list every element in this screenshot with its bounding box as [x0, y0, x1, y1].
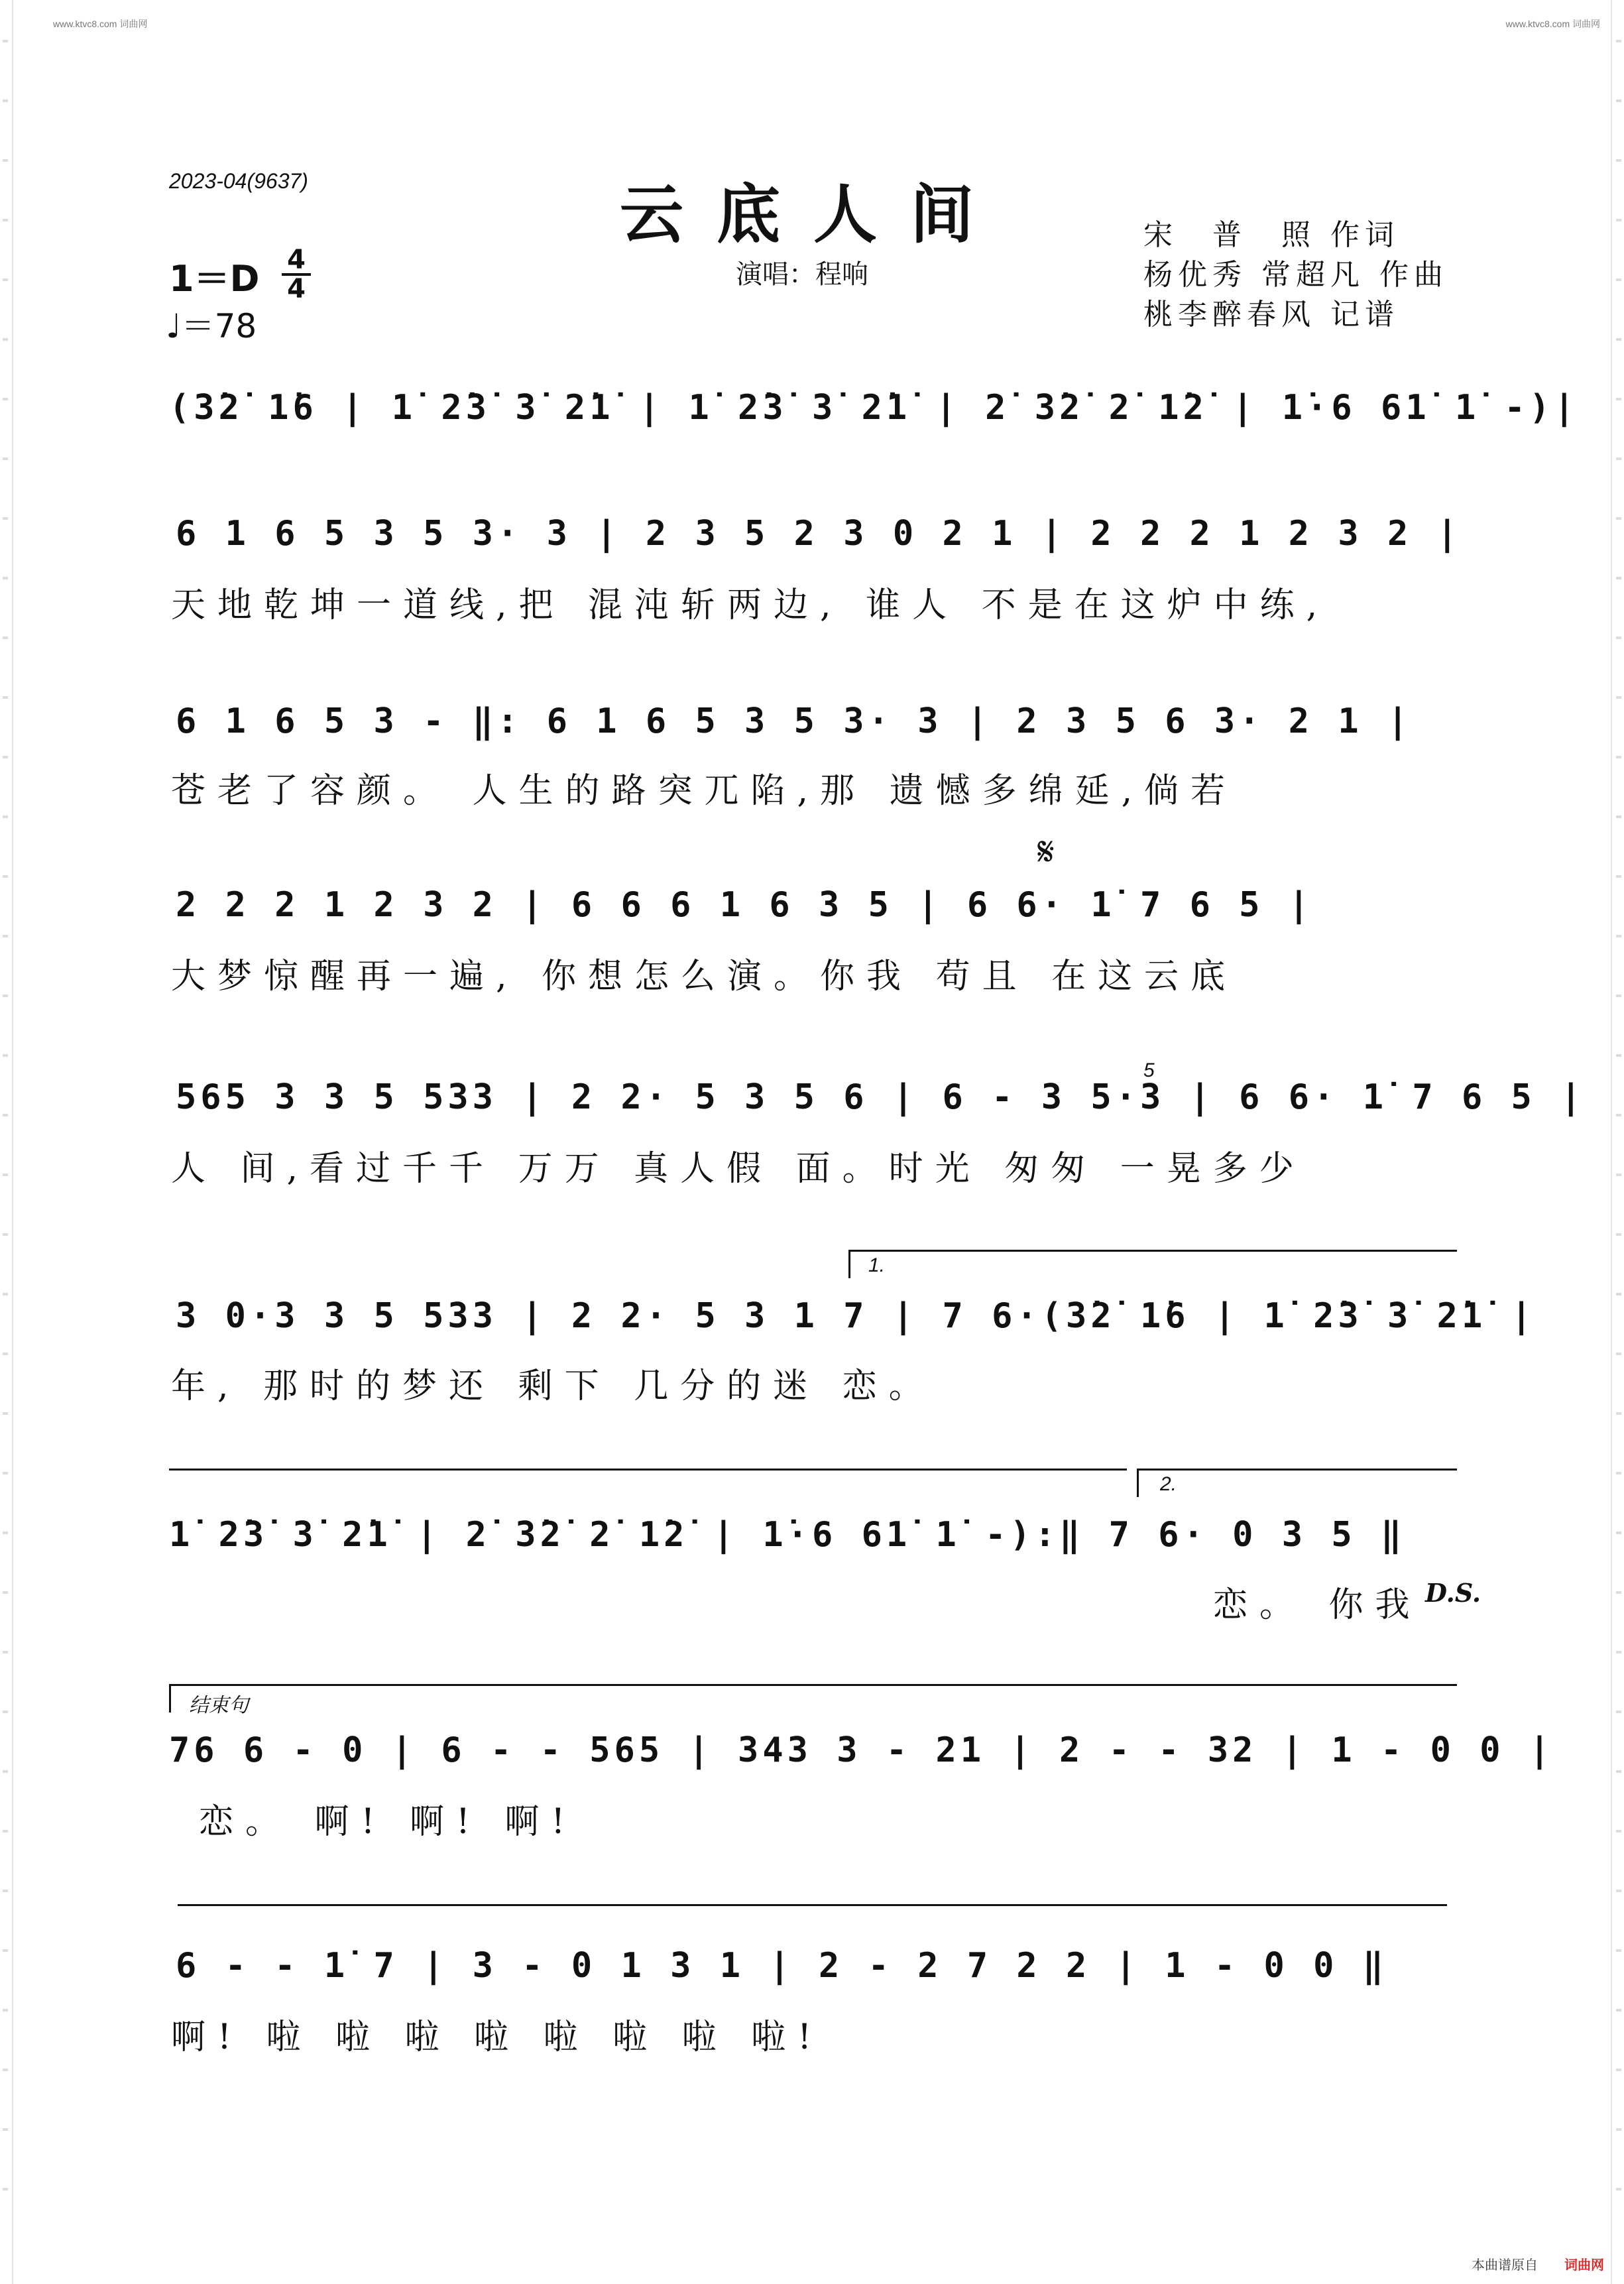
- grace-note: 5: [1143, 1059, 1155, 1081]
- system-9-top-line: [178, 1904, 1447, 1906]
- system-3-notes: 6 1 6 5 3 - ‖: 6 1 6 5 3 5 3· 3 | 2 3 5 6 3· 2 1 |: [176, 701, 1413, 741]
- right-margin-strip: [1616, 40, 1621, 2244]
- singer-credit: 演唱：程响: [736, 259, 868, 290]
- right-page-edge: [1611, 0, 1612, 2284]
- footer-site: 词曲网: [1564, 2257, 1604, 2273]
- song-title: 云底人间: [620, 177, 1007, 252]
- transcriber-credit: 桃李醉春风 记谱: [1143, 298, 1399, 331]
- time-signature-bottom: 4: [287, 274, 306, 304]
- tempo-marking: ♩＝78: [166, 307, 257, 345]
- footer-source: 本曲谱原自: [1472, 2257, 1538, 2273]
- system-4-notes: 2 2 2 1 2 3 2 | 6 6 6 1 6 3 5 | 6 6· 1̇ 7 6 5 |: [176, 885, 1314, 925]
- time-signature-top: 4: [287, 245, 306, 275]
- left-margin-strip: [3, 40, 8, 2244]
- system-3-lyrics: 苍老了容颜。 人生的路突兀陷,那 遗憾多绵延,倘若: [171, 771, 1238, 811]
- system-5-lyrics: 人 间,看过千千 万万 真人假 面。时光 匆匆 一晃多少: [171, 1149, 1306, 1189]
- ending-bracket: [169, 1684, 1457, 1713]
- system-2-lyrics: 天地乾坤一道线,把 混沌斩两边, 谁人 不是在这炉中练,: [171, 585, 1330, 625]
- watermark-left: www.ktvc8.com 词曲网: [53, 19, 148, 29]
- system-8-notes: 76 6 - 0 | 6 - - 565 | 343 3 - 21 | 2 - - 32 | 1 - 0 0 |: [169, 1730, 1554, 1770]
- system-9-lyrics: 啊! 啦 啦 啦 啦 啦 啦 啦 啦!: [171, 2017, 824, 2057]
- left-page-edge: [12, 0, 13, 2284]
- time-signature: [282, 247, 311, 302]
- score-code: 2023-04(9637): [169, 169, 308, 193]
- segno-sign: 𝄋: [1037, 829, 1055, 875]
- system-9-notes: 6 - - 1̇ 7 | 3 - 0 1 3 1 | 2 - 2 7 2 2 | 1 - 0 0 ‖: [176, 1946, 1388, 1986]
- system-1-notes: (3̇2̇ 1̇6 | 1̇ 2̇3̇ 3̇ 2̇1̇ | 1̇ 2̇3̇ 3̇ 2̇1̇ | 2̇ 3̇2̇ 2̇ 1̇2̇ | 1̇·6 61̇ 1̇ -)|: [169, 388, 1579, 428]
- volta-1-bracket: [848, 1250, 1457, 1278]
- ds-marking: D.S.: [1425, 1578, 1481, 1608]
- system-7-top-line: [169, 1469, 1127, 1471]
- volta-2-bracket: [1137, 1469, 1457, 1497]
- system-6-notes: 3 0·3 3 5 533 | 2 2· 5 3 1 7 | 7 6·(3̇2̇ 1̇6 | 1̇ 2̇3̇ 3̇ 2̇1̇ |: [176, 1296, 1536, 1336]
- system-4-lyrics: 大梦惊醒再一遍, 你想怎么演。你我 苟且 在这云底: [171, 957, 1238, 996]
- volta-1-label: 1.: [868, 1254, 886, 1276]
- system-7-lyrics: 恋。 你我: [1213, 1585, 1422, 1625]
- ending-label: 结束句: [189, 1695, 249, 1716]
- system-5-notes: 565 3 3 5 533 | 2 2· 5 3 5 6 | 6 - 3 5·3 | 6 6· 1̇ 7 6 5 |: [176, 1077, 1586, 1117]
- composer-credit: 杨优秀 常超凡 作曲: [1143, 258, 1448, 292]
- system-8-lyrics: 恋。 啊! 啊! 啊!: [199, 1802, 577, 1842]
- system-2-notes: 6 1 6 5 3 5 3· 3 | 2 3 5 2 3 0 2 1 | 2 2 2 1 2 3 2 |: [176, 514, 1462, 554]
- lyricist-credit: 宋 普 照 作词: [1143, 218, 1399, 252]
- system-6-lyrics: 年, 那时的梦还 剩下 几分的迷 恋。: [171, 1366, 935, 1406]
- system-7-notes: 1̇ 2̇3̇ 3̇ 2̇1̇ | 2̇ 3̇2̇ 2̇ 1̇2̇ | 1̇·6 61̇ 1̇ -):‖ 7 6· 0 3 5 ‖: [169, 1515, 1406, 1555]
- volta-2-label: 2.: [1160, 1473, 1177, 1495]
- watermark-right: www.ktvc8.com 词曲网: [1505, 19, 1600, 29]
- key-signature: 1＝D: [169, 258, 260, 300]
